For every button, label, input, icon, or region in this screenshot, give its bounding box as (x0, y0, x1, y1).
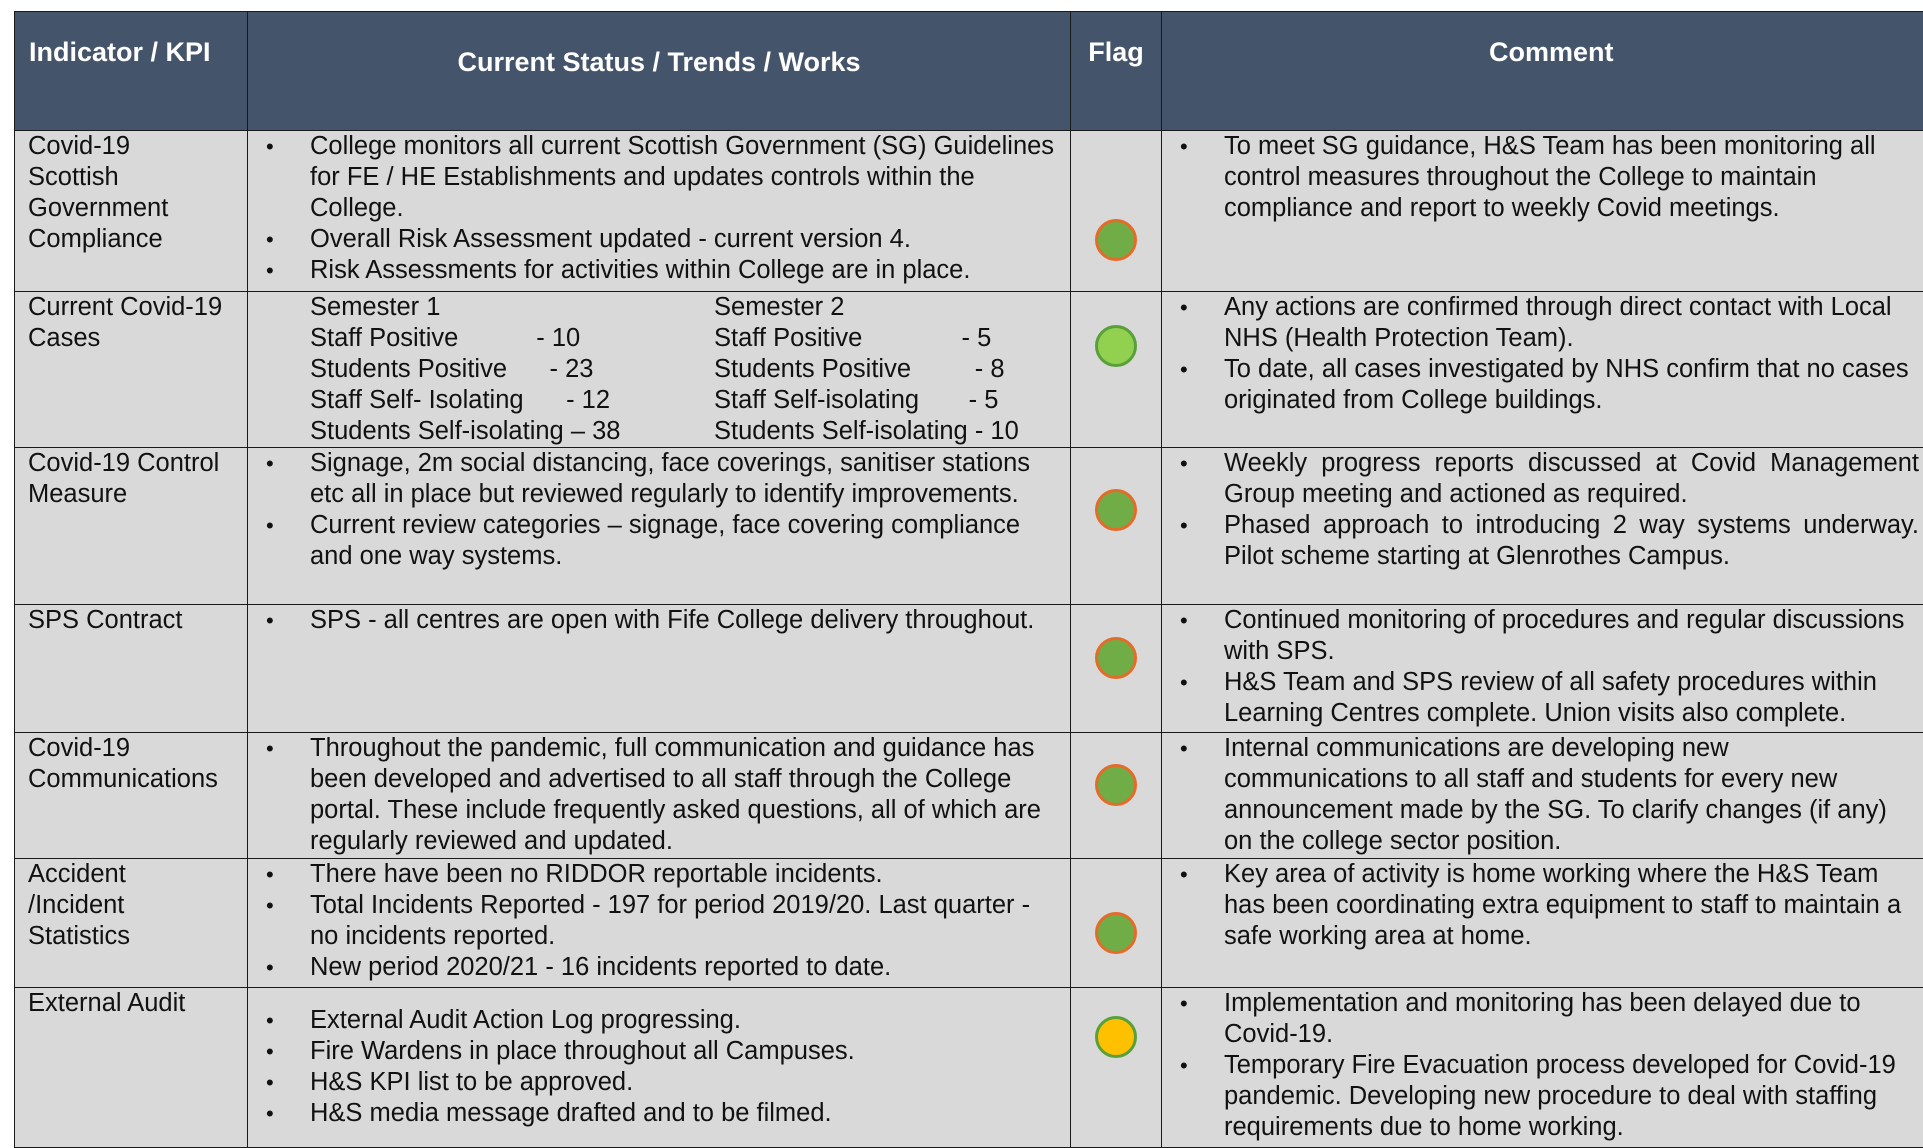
flag-cell (1071, 292, 1162, 448)
comment-bullet: • Key area of activity is home working where the H&S Team has been coordinating extra equipment to staff to maintain a safe working area at home. (1162, 859, 1923, 952)
flag-cell (1071, 988, 1162, 1148)
comment-bullet: • Internal communications are developing new communications to all staff and students for every new announcement made by the SG. To clarify changes (if any) on the college sector position. (1162, 733, 1923, 857)
comment-cell (1162, 605, 1923, 733)
status-bullet: • Total Incidents Reported - 197 for period 2019/20. Last quarter - no incidents reported. (248, 890, 1070, 952)
header-indicator: Indicator / KPI (15, 12, 248, 131)
semester-1-line: Staff Positive - 10 (310, 323, 714, 354)
status-bullet: • Overall Risk Assessment updated - current version 4. (248, 224, 1070, 255)
flag-status-indicator (1095, 325, 1137, 367)
table-row (15, 605, 1923, 733)
status-bullet: • Current review categories – signage, face covering compliance and one way systems. (248, 510, 1070, 572)
status-cell (248, 859, 1071, 988)
status-bullet: • SPS - all centres are open with Fife College delivery throughout. (248, 605, 1070, 636)
flag-status-indicator (1095, 219, 1137, 261)
status-bullet: • External Audit Action Log progressing. (248, 1005, 1070, 1036)
flag-status-indicator (1095, 489, 1137, 531)
semester-1-line: Staff Self- Isolating - 12 (310, 385, 714, 416)
flag-cell (1071, 448, 1162, 605)
table-row (15, 131, 1923, 292)
indicator-cell: External Audit (15, 988, 248, 1148)
status-cell (248, 131, 1071, 292)
indicator-cell: Covid-19 Control Measure (15, 448, 248, 605)
kpi-table (14, 11, 1923, 1148)
status-bullet: • Risk Assessments for activities within College are in place. (248, 255, 1070, 286)
semester-2-line: Staff Self-isolating - 5 (714, 385, 1071, 416)
header-row (15, 12, 1923, 131)
comment-bullet: • Weekly progress reports discussed at Covid Management Group meeting and actioned as required. (1162, 448, 1923, 510)
comment-bullet: • Implementation and monitoring has been delayed due to Covid-19. (1162, 988, 1923, 1050)
comment-cell (1162, 131, 1923, 292)
header-status: Current Status / Trends / Works (248, 12, 1071, 131)
flag-status-indicator (1095, 764, 1137, 806)
flag-cell (1071, 131, 1162, 292)
semester-2-line: Students Positive - 8 (714, 354, 1071, 385)
header-comment: Comment (1162, 12, 1923, 131)
table-row (15, 988, 1923, 1148)
semester-2-title: Semester 2 (714, 292, 1071, 323)
status-bullet: • College monitors all current Scottish Government (SG) Guidelines for FE / HE Establishments and updates controls within the College. (248, 131, 1070, 224)
semester-1-line: Students Positive - 23 (310, 354, 714, 385)
status-bullet: • New period 2020/21 - 16 incidents reported to date. (248, 952, 1070, 983)
comment-cell (1162, 859, 1923, 988)
status-cell (248, 292, 1071, 448)
status-bullet: • Signage, 2m social distancing, face coverings, sanitiser stations etc all in place but reviewed regularly to identify improvements. (248, 448, 1070, 510)
table-row (15, 448, 1923, 605)
semester-2-line: Staff Positive - 5 (714, 323, 1071, 354)
comment-bullet: • Continued monitoring of procedures and regular discussions with SPS. (1162, 605, 1923, 667)
semester-1-line: Students Self-isolating – 38 (310, 416, 714, 447)
comment-bullet: • To date, all cases investigated by NHS confirm that no cases originated from College buildings. (1162, 354, 1923, 416)
flag-cell (1071, 859, 1162, 988)
table-row (15, 733, 1923, 859)
status-bullet: • Fire Wardens in place throughout all Campuses. (248, 1036, 1070, 1067)
indicator-cell: Accident /Incident Statistics (15, 859, 248, 988)
semester-2-line: Students Self-isolating - 10 (714, 416, 1071, 447)
comment-bullet: • To meet SG guidance, H&S Team has been monitoring all control measures throughout the College to maintain compliance and report to weekly Covid meetings. (1162, 131, 1923, 224)
flag-status-indicator (1095, 1016, 1137, 1058)
comment-cell (1162, 988, 1923, 1148)
comment-cell (1162, 733, 1923, 859)
indicator-cell: Covid-19 Scottish Government Compliance (15, 131, 248, 292)
semester-1-title: Semester 1 (310, 292, 714, 323)
comment-bullet: • Phased approach to introducing 2 way systems underway. Pilot scheme starting at Glenrothes Campus. (1162, 510, 1923, 572)
indicator-cell: Covid-19 Communications (15, 733, 248, 859)
flag-cell (1071, 733, 1162, 859)
table-row (15, 859, 1923, 988)
flag-status-indicator (1095, 912, 1137, 954)
status-cell (248, 605, 1071, 733)
table-row (15, 292, 1923, 448)
flag-cell (1071, 605, 1162, 733)
comment-cell (1162, 448, 1923, 605)
status-cell (248, 448, 1071, 605)
status-bullet: • Throughout the pandemic, full communication and guidance has been developed and advertised to all staff through the College portal. These include frequently asked questions, all of which are regularly reviewed and updated. (248, 733, 1070, 857)
status-cell (248, 733, 1071, 859)
status-bullet: • H&S media message drafted and to be filmed. (248, 1098, 1070, 1129)
flag-status-indicator (1095, 637, 1137, 679)
comment-cell (1162, 292, 1923, 448)
indicator-cell: SPS Contract (15, 605, 248, 733)
comment-bullet: • Any actions are confirmed through direct contact with Local NHS (Health Protection Team). (1162, 292, 1923, 354)
comment-bullet: • H&S Team and SPS review of all safety procedures within Learning Centres complete. Union visits also complete. (1162, 667, 1923, 729)
header-flag: Flag (1071, 12, 1162, 131)
comment-bullet: • Temporary Fire Evacuation process developed for Covid-19 pandemic. Developing new procedure to deal with staffing requirements due to home working. (1162, 1050, 1923, 1143)
status-cell (248, 988, 1071, 1148)
status-bullet: • There have been no RIDDOR reportable incidents. (248, 859, 1070, 890)
status-bullet: • H&S KPI list to be approved. (248, 1067, 1070, 1098)
indicator-cell: Current Covid-19 Cases (15, 292, 248, 448)
